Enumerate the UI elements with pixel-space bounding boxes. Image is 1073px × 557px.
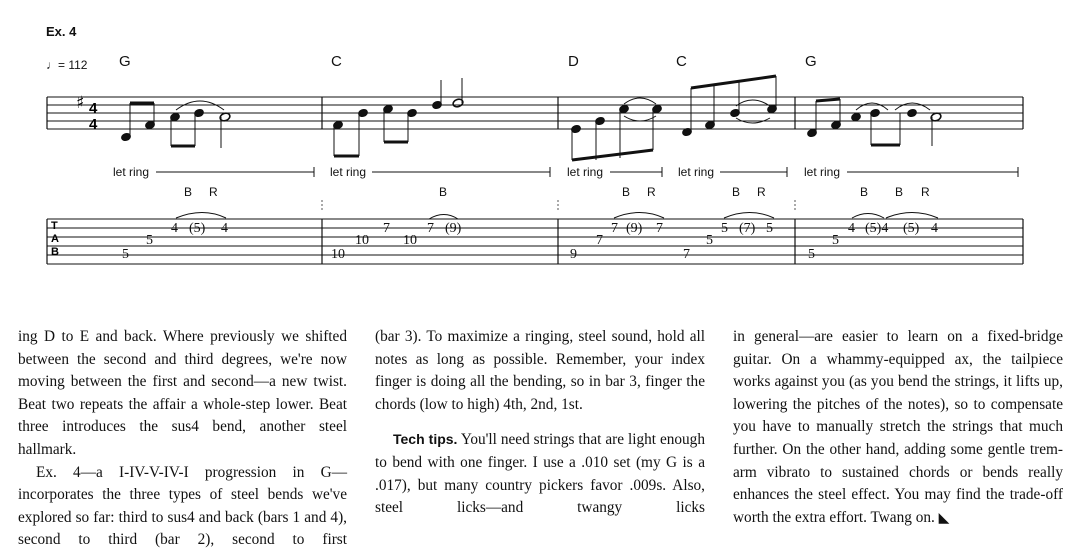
release-label: R: [757, 185, 766, 199]
tab-letter: B: [51, 246, 59, 258]
tab-number: 5: [146, 233, 153, 248]
release-label: R: [647, 185, 656, 199]
chord-symbol: G: [119, 53, 131, 70]
bar-3-notes: [571, 76, 778, 160]
tab-number: (9): [626, 221, 643, 236]
tab-number: 5: [832, 233, 839, 248]
bend-label: B: [184, 185, 193, 199]
release-label: R: [921, 185, 930, 199]
tab-number: 10: [355, 233, 369, 248]
article-column-1: [18, 326, 347, 552]
tab-number: 7: [383, 221, 390, 236]
let-ring-label: let ring: [678, 165, 715, 179]
tempo-marking: ♩= 112: [46, 58, 88, 72]
article-paragraph: (bar 3). To maximize a ringing, steel sound, hold all notes as long as possible. Remember, your index finger is doing all the bending, so in bar 3, finger the chords (low to high) 4th, 2nd, 1st.: [375, 328, 705, 413]
tab-number: (9): [445, 221, 462, 236]
article-paragraph-text: You'll need strings that are light enough to bend with one finger. I use a .010 set (my G is a .017), but many country pickers favor .009s. Also, steel licks—and twangy licks: [375, 431, 705, 517]
release-label: R: [209, 185, 218, 199]
sharp-key-signature: ♯: [76, 93, 85, 113]
tab-number: 10: [403, 233, 417, 248]
article-paragraph: ing D to E and back. Where previously we shifted between the second and third degrees, we're now moving between the first and second—a new twist. Beat two repeats the affair a whole-step lower. Beat three introduces the sus4 bend, another steel hallmark.: [18, 328, 347, 458]
bend-label: B: [732, 185, 741, 199]
tab-number: 10: [331, 247, 345, 262]
bend-label: B: [895, 185, 904, 199]
tab-number: (5)4: [865, 221, 889, 236]
let-ring-label: let ring: [804, 165, 841, 179]
article-paragraph-text: in general—are easier to learn on a fixed-bridge guitar. On a whammy-equipped ax, the tailpiece works against you (as you bend the strings, it lifts up, lowering the pitches of the notes), so to compensate you have to manually stretch the strings that much further. On the other hand, adding some gentle trem-arm vibrato to sustained chords or bends really enhances the steel effect. You may find the trade-off worth the extra effort. Twang on.: [733, 328, 1063, 526]
tech-tips-heading: Tech tips.: [393, 431, 458, 448]
time-signature-top: 4: [89, 100, 98, 117]
tab-letter: T: [51, 220, 58, 232]
let-ring-label: let ring: [113, 165, 150, 179]
let-ring-brackets: [156, 167, 1018, 177]
chord-symbol: C: [331, 53, 342, 70]
tab-number: 5: [766, 221, 773, 236]
tab-number: 4: [221, 221, 228, 236]
article-paragraph-tech-tips: [375, 428, 705, 519]
tab-number: 7: [596, 233, 603, 248]
bar-2-notes: [333, 78, 464, 156]
chord-symbol: C: [676, 53, 687, 70]
let-ring-label: let ring: [330, 165, 367, 179]
example-label: Ex. 4: [46, 24, 77, 39]
bend-label: B: [860, 185, 869, 199]
chord-symbol: G: [805, 53, 817, 70]
article-paragraph: Ex. 4—a I-IV-V-IV-I progression in G—incorporates the three types of steel bends we've explored so far: third to sus4 and back (bars 1 and 4), second to third (bar 2), second to first: [18, 463, 347, 549]
tab-number: 5: [706, 233, 713, 248]
tab-number: 4: [848, 221, 855, 236]
tab-number: (7): [739, 221, 756, 236]
tab-number: 7: [427, 221, 434, 236]
tab-numbers: [122, 221, 938, 262]
tab-number: (5): [189, 221, 206, 236]
bar-4-notes: [807, 99, 942, 146]
tab-number: 9: [570, 247, 577, 262]
bend-label: B: [439, 185, 448, 199]
bar-1-notes: [121, 101, 231, 148]
tab-number: 5: [122, 247, 129, 262]
tab-number: 4: [171, 221, 178, 236]
tab-clef: [51, 220, 59, 258]
article-paragraph-final: [733, 326, 1063, 529]
tab-letter: A: [51, 233, 59, 245]
time-signature-bottom: 4: [89, 116, 98, 133]
tab-number: (5): [903, 221, 920, 236]
tab-number: 5: [808, 247, 815, 262]
chord-symbol: D: [568, 53, 579, 70]
end-of-article-icon: ◣: [938, 509, 950, 526]
tab-number: 4: [931, 221, 938, 236]
bar-separator-ticks: [322, 200, 795, 210]
tab-bend-arcs: [176, 213, 938, 220]
tab-number: 7: [656, 221, 663, 236]
tab-number: 7: [611, 221, 618, 236]
article-column-3: [733, 326, 1063, 529]
tab-number: 7: [683, 247, 690, 262]
article-column-2: [375, 326, 705, 520]
bend-label: B: [622, 185, 631, 199]
let-ring-label: let ring: [567, 165, 604, 179]
tab-number: 5: [721, 221, 728, 236]
